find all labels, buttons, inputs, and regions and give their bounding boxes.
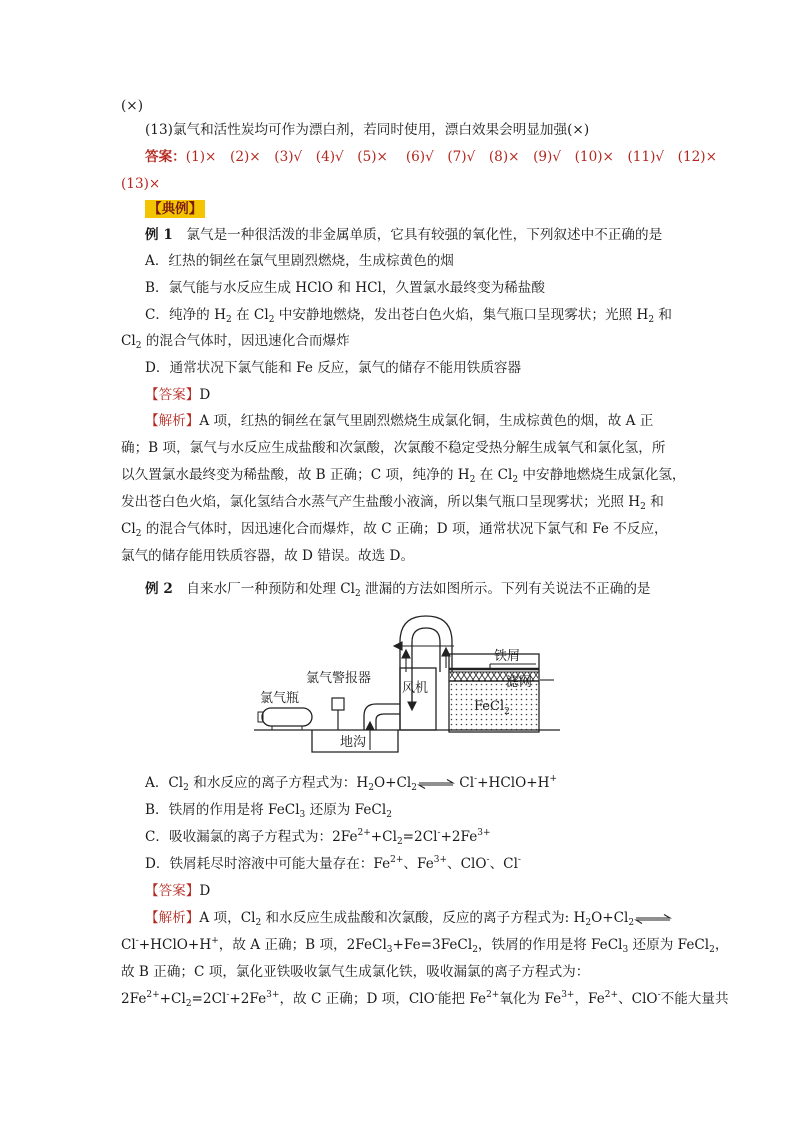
text: +2Fe bbox=[229, 991, 267, 1007]
text: 能把 Fe bbox=[437, 991, 487, 1007]
text: 、Fe bbox=[403, 856, 434, 872]
text: 还原为 FeCl bbox=[305, 802, 387, 818]
option-c-cont bbox=[121, 331, 350, 351]
option-d bbox=[145, 358, 521, 378]
text: 以久置氯水最终变为稀盐酸，故 B 正确；C 项，纯净的 H bbox=[121, 467, 470, 483]
subscript: 2 bbox=[628, 918, 635, 928]
subscript: 2 bbox=[355, 589, 361, 599]
text: 在 Cl bbox=[231, 307, 269, 323]
text: ，铁屑的作用是将 FeCl bbox=[477, 937, 623, 953]
text: B．铁屑的作用是将 FeCl bbox=[145, 802, 300, 818]
superscript: - bbox=[474, 774, 478, 784]
subscript: 2 bbox=[469, 475, 476, 485]
text: (13)氯气和活性炭均可作为漂白剂，若同时使用，漂白效果会明显加强(×) bbox=[145, 122, 590, 138]
label-mesh: 滤网 bbox=[506, 675, 533, 690]
subscript: 2 bbox=[648, 315, 655, 325]
label-ditch: 地沟 bbox=[340, 735, 367, 750]
superscript: - bbox=[657, 990, 661, 1000]
analysis-tag: 【解析】 bbox=[145, 413, 200, 429]
text: A 项，Cl bbox=[199, 910, 256, 926]
text: 确；B 项，氯气与水反应生成盐酸和次氯酸，次氯酸不稳定受热分解生成氧气和氯化氢，所 bbox=[121, 440, 666, 456]
text: D．通常状况下氯气能和 Fe 反应，氯气的储存不能用铁质容器 bbox=[145, 360, 522, 376]
text: +Cl bbox=[370, 829, 397, 845]
equilibrium-arrow-icon bbox=[417, 779, 455, 789]
analysis-2-line bbox=[121, 935, 728, 955]
ditch bbox=[254, 730, 560, 752]
analysis-2-line bbox=[145, 908, 672, 928]
analysis-tag: 【解析】 bbox=[145, 910, 200, 926]
subscript: 2 bbox=[504, 707, 510, 717]
superscript: 2+ bbox=[146, 990, 160, 1000]
text: D．铁屑耗尽时溶液中可能大量存在：Fe bbox=[145, 856, 391, 872]
option-a bbox=[145, 773, 557, 793]
text: 2Fe bbox=[121, 991, 147, 1007]
text: 故 B 正确；C 项，氯化亚铁吸收氯气生成氯化铁，吸收漏氯的离子方程式为： bbox=[121, 964, 590, 980]
text: D bbox=[199, 883, 211, 899]
text: 和水反应的离子方程式为：H bbox=[188, 775, 369, 791]
text: 在 Cl bbox=[475, 467, 513, 483]
label-fan: 风机 bbox=[402, 681, 429, 696]
text: 氯气是一种很活泼的非金属单质，它具有较强的氧化性，下列叙述中不正确的是 bbox=[172, 227, 663, 243]
text: Cl bbox=[121, 333, 136, 349]
text: 和 bbox=[654, 307, 673, 323]
section-heading bbox=[145, 199, 205, 219]
example-1-question bbox=[145, 225, 662, 245]
alarm bbox=[332, 698, 344, 730]
analysis-2-line bbox=[121, 962, 589, 982]
text: 和 bbox=[645, 494, 664, 510]
analysis-2-line bbox=[121, 989, 729, 1009]
text: A 项，红热的铜丝在氯气里剧烈燃烧生成氯化铜，生成棕黄色的烟，故 A 正 bbox=[199, 413, 654, 429]
superscript: - bbox=[437, 828, 441, 838]
text: 自来水厂一种预防和处理 Cl bbox=[172, 581, 355, 597]
subscript: 2 bbox=[640, 502, 646, 512]
option-b bbox=[145, 800, 392, 820]
answer-tag: 【答案】 bbox=[145, 883, 200, 899]
text: D bbox=[199, 387, 211, 403]
subscript: 2 bbox=[135, 529, 142, 539]
subscript: 3 bbox=[386, 945, 393, 955]
superscript: - bbox=[486, 855, 490, 865]
text: 和水反应生成盐酸和次氯酸，反应的离子方程式为: H bbox=[261, 910, 586, 926]
superscript: + bbox=[211, 936, 219, 946]
text: +2Fe bbox=[440, 829, 478, 845]
superscript: 2+ bbox=[357, 828, 371, 838]
superscript: - bbox=[434, 990, 438, 1000]
label-cylinder: 氯气瓶 bbox=[260, 691, 300, 706]
subscript: 2 bbox=[368, 783, 374, 793]
text: Cl bbox=[121, 521, 136, 537]
answer-label: 答案： bbox=[145, 149, 186, 165]
example-label: 例 2 bbox=[145, 581, 173, 597]
gas-cylinder bbox=[258, 708, 312, 730]
answer-2 bbox=[145, 881, 210, 901]
answer-line-cont bbox=[121, 174, 160, 194]
subscript: 2 bbox=[386, 810, 392, 820]
text: (13)× bbox=[121, 176, 161, 192]
analysis-1-line bbox=[121, 519, 668, 539]
superscript: 2+ bbox=[390, 855, 404, 865]
text: C．纯净的 H bbox=[145, 307, 226, 323]
superscript: - bbox=[517, 855, 521, 865]
answer-line bbox=[145, 147, 717, 167]
text: Cl bbox=[121, 937, 136, 953]
analysis-1-line bbox=[121, 438, 665, 458]
text: 、Cl bbox=[489, 856, 518, 872]
subscript: 2 bbox=[472, 945, 478, 955]
subscript: 2 bbox=[183, 783, 189, 793]
text: ，故 C 正确；D 项，ClO bbox=[279, 991, 435, 1007]
subscript: 2 bbox=[225, 315, 232, 325]
analysis-1-line bbox=[121, 492, 664, 512]
text-line bbox=[145, 120, 589, 140]
analysis-1-line bbox=[121, 546, 414, 566]
option-c bbox=[145, 827, 491, 847]
label-text: FeCl bbox=[474, 699, 505, 714]
text: +HClO+H bbox=[138, 937, 212, 953]
subscript: 2 bbox=[255, 918, 262, 928]
text: (×) bbox=[121, 98, 143, 114]
answer-text: (1)× (2)× (3)√ (4)√ (5)× (6)√ (7)√ (8)× (9)√ (10)× (11)√ (12)× bbox=[185, 149, 717, 165]
text: 的混合气体时，因迅速化合而爆炸 bbox=[141, 333, 350, 349]
analysis-1-line bbox=[121, 465, 686, 485]
text: 不能大量共 bbox=[660, 991, 729, 1007]
subscript: 2 bbox=[709, 945, 715, 955]
superscript: - bbox=[226, 990, 230, 1000]
subscript: 2 bbox=[585, 918, 592, 928]
text: Cl bbox=[454, 775, 475, 791]
text: +HClO+H bbox=[477, 775, 550, 791]
superscript: 3+ bbox=[266, 990, 280, 1000]
fan-box bbox=[400, 668, 436, 730]
example-label: 例 1 bbox=[145, 227, 173, 243]
subscript: 2 bbox=[512, 475, 519, 485]
text: 发出苍白色火焰，氯化氢结合水蒸气产生盐酸小液滴，所以集气瓶口呈现雾状；光照 H bbox=[121, 494, 641, 510]
superscript: 2+ bbox=[604, 990, 619, 1000]
example-2-question bbox=[145, 579, 651, 599]
text: 泄漏的方法如图所示。下列有关说法不正确的是 bbox=[360, 581, 651, 597]
superscript: - bbox=[135, 936, 139, 946]
text: 中安静地燃烧生成氯化氢， bbox=[518, 467, 686, 483]
label-iron: 铁屑 bbox=[494, 649, 521, 664]
subscript: 2 bbox=[411, 783, 417, 793]
text: 的混合气体时，因迅速化合而爆炸，故 C 正确；D 项，通常状况下氯气和 Fe 不反应， bbox=[141, 521, 668, 537]
text: C．吸收漏氯的离子方程式为：2Fe bbox=[145, 829, 358, 845]
text-line bbox=[121, 96, 143, 116]
option-d bbox=[145, 854, 521, 874]
subscript: 2 bbox=[135, 341, 142, 351]
diagram-labels bbox=[260, 648, 532, 750]
section-tag: 【典例】 bbox=[145, 200, 205, 218]
text: A．红热的铜丝在氯气里剧烈燃烧，生成棕黄色的烟 bbox=[145, 253, 454, 269]
text: O+Cl bbox=[591, 910, 629, 926]
superscript: 3+ bbox=[477, 828, 491, 838]
text: ， bbox=[714, 937, 729, 953]
subscript: 3 bbox=[299, 810, 306, 820]
text: O+Cl bbox=[373, 775, 412, 791]
text: ，故 A 正确；B 项，2FeCl bbox=[218, 937, 387, 953]
equilibrium-arrow-icon bbox=[634, 914, 672, 924]
label-alarm: 氯气警报器 bbox=[306, 671, 372, 686]
text: 氧化为 Fe bbox=[499, 991, 562, 1007]
superscript: + bbox=[549, 774, 558, 784]
u-pipe bbox=[400, 616, 452, 730]
text: 、ClO bbox=[618, 991, 658, 1007]
text: 氯气的储存能用铁质容器，故 D 错误。故选 D。 bbox=[121, 548, 415, 564]
superscript: 3+ bbox=[433, 855, 448, 865]
text: 中安静地燃烧，发出苍白色火焰，集气瓶口呈现雾状；光照 H bbox=[274, 307, 649, 323]
analysis-1-line bbox=[145, 411, 653, 431]
option-a bbox=[145, 251, 454, 271]
text: 还原为 FeCl bbox=[628, 937, 710, 953]
subscript: 2 bbox=[268, 315, 275, 325]
text: A．Cl bbox=[145, 775, 184, 791]
superscript: 2+ bbox=[486, 990, 500, 1000]
option-c bbox=[145, 305, 672, 325]
text: =2Cl bbox=[402, 829, 438, 845]
text: 、ClO bbox=[447, 856, 487, 872]
water-tank bbox=[449, 654, 539, 732]
subscript: 2 bbox=[396, 837, 403, 847]
text: +Fe=3FeCl bbox=[392, 937, 473, 953]
answer-1 bbox=[145, 385, 210, 405]
text: +Cl bbox=[159, 991, 186, 1007]
answer-tag: 【答案】 bbox=[145, 387, 200, 403]
subscript: 2 bbox=[185, 999, 192, 1009]
text: =2Cl bbox=[191, 991, 227, 1007]
option-b bbox=[145, 278, 545, 298]
text: B．氯气能与水反应生成 HClO 和 HCl，久置氯水最终变为稀盐酸 bbox=[145, 280, 545, 296]
chlorine-leak-apparatus-diagram bbox=[254, 612, 560, 760]
superscript: 3+ bbox=[561, 990, 575, 1000]
subscript: 3 bbox=[622, 945, 629, 955]
text: ，Fe bbox=[574, 991, 605, 1007]
